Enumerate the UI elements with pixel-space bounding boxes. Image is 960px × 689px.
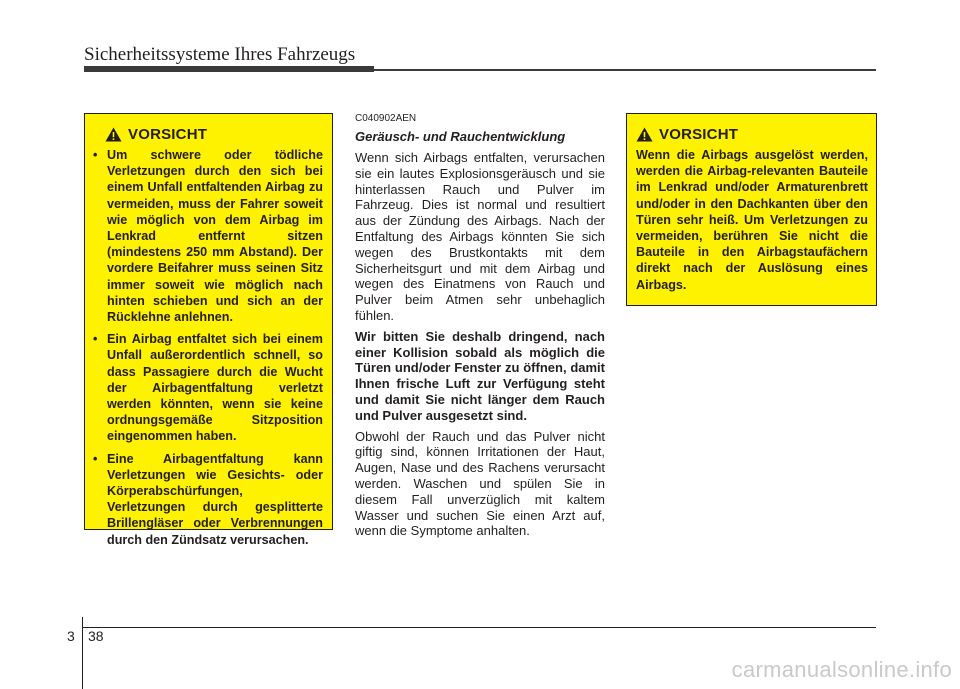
caution-text: Wenn die Airbags ausgelöst werden, werden die Airbag-relevanten Bauteile im Lenkrad und/oder Armaturenbrett und/oder in den Dachkanten über den Türen sehr heiß. Um Verletzungen zu vermeiden, berühren Sie nicht die Bauteile in den Airbagstaufächern direkt nach der Auslösung eines Airbags. (636, 148, 868, 292)
header-rule-thick (84, 66, 374, 72)
caution-item: • Um schwere oder tödliche Verletzungen durch den sich bei einem Unfall entfaltenden Airbag zu vermeiden, muss der Fahrer soweit wie möglich von dem Airbag im Lenkrad entfernt sitzen (mindestens 250 mm Abstand). Der vordere Beifahrer muss seinen Sitz immer soweit wie möglich nach hinten schieben und sich an der Rücklehne anlehnen. (93, 147, 323, 325)
warning-triangle-icon (636, 127, 653, 142)
caution-item: • Ein Airbag entfaltet sich bei einem Unfall außerordentlich schnell, so dass Passagiere durch die Wucht der Airbagentfaltung verletzt werden könnten, wenn sie keine ordnungsgemäße Sitzposition eingenommen haben. (93, 331, 323, 444)
header-rule-thin (374, 69, 876, 71)
body-paragraph: Wenn sich Airbags entfalten, verursachen sie ein lautes Explosionsgeräusch und sie hinterlassen Rauch und Pulver im Fahrzeug. Dies ist normal und resultiert aus der Zündung des Airbags. Nach der Entfaltung des Airbags könnten Sie sich wegen des Brustkontakts mit dem Sicherheitsgurt und mit dem Airbag und wegen des Einatmens von Rauch und Pulver beim Atmen sehr unbehaglich fühlen. (355, 150, 605, 323)
caution-item: • Eine Airbagentfaltung kann Verletzungen wie Gesichts- oder Körperabschürfungen, Verletzungen durch gesplitterte Brillengläser oder Verbrennungen durch den Zündsatz verursachen. (93, 451, 323, 548)
body-paragraph: Obwohl der Rauch und das Pulver nicht giftig sind, können Irritationen der Haut, Augen, Nase und des Rachens verursacht werden. Waschen und spülen Sie in diesem Fall unverzüglich mit kaltem Wasser und suchen Sie einen Arzt auf, wenn die Symptome anhalten. (355, 428, 605, 539)
page-header-title: Sicherheitssysteme Ihres Fahrzeugs (84, 44, 356, 65)
caution-title: VORSICHT (128, 125, 208, 143)
section-code: C040902AEN (355, 113, 417, 124)
right-caution-box (626, 113, 877, 306)
watermark: carmanualsonline.info (731, 657, 952, 682)
main-text-column (355, 113, 605, 544)
caution-title: VORSICHT (659, 125, 739, 143)
caution-header (93, 123, 323, 145)
footer-divider-horizontal (82, 627, 876, 628)
caution-list (93, 147, 323, 548)
chapter-number: 3 (67, 628, 75, 644)
page-number: 38 (88, 628, 104, 644)
left-caution-box (84, 113, 333, 547)
body-paragraph-emphasis: Wir bitten Sie deshalb dringend, nach einer Kollision sobald als möglich die Türen und/oder Fenster zu öffnen, damit Ihnen frische Luft zur Verfügung steht und damit Sie nicht länger dem Rauch und Pulver ausgesetzt sind. (355, 328, 605, 423)
section-heading: Geräusch- und Rauchentwicklung (355, 129, 566, 144)
warning-triangle-icon (105, 127, 122, 142)
caution-header (636, 123, 868, 145)
